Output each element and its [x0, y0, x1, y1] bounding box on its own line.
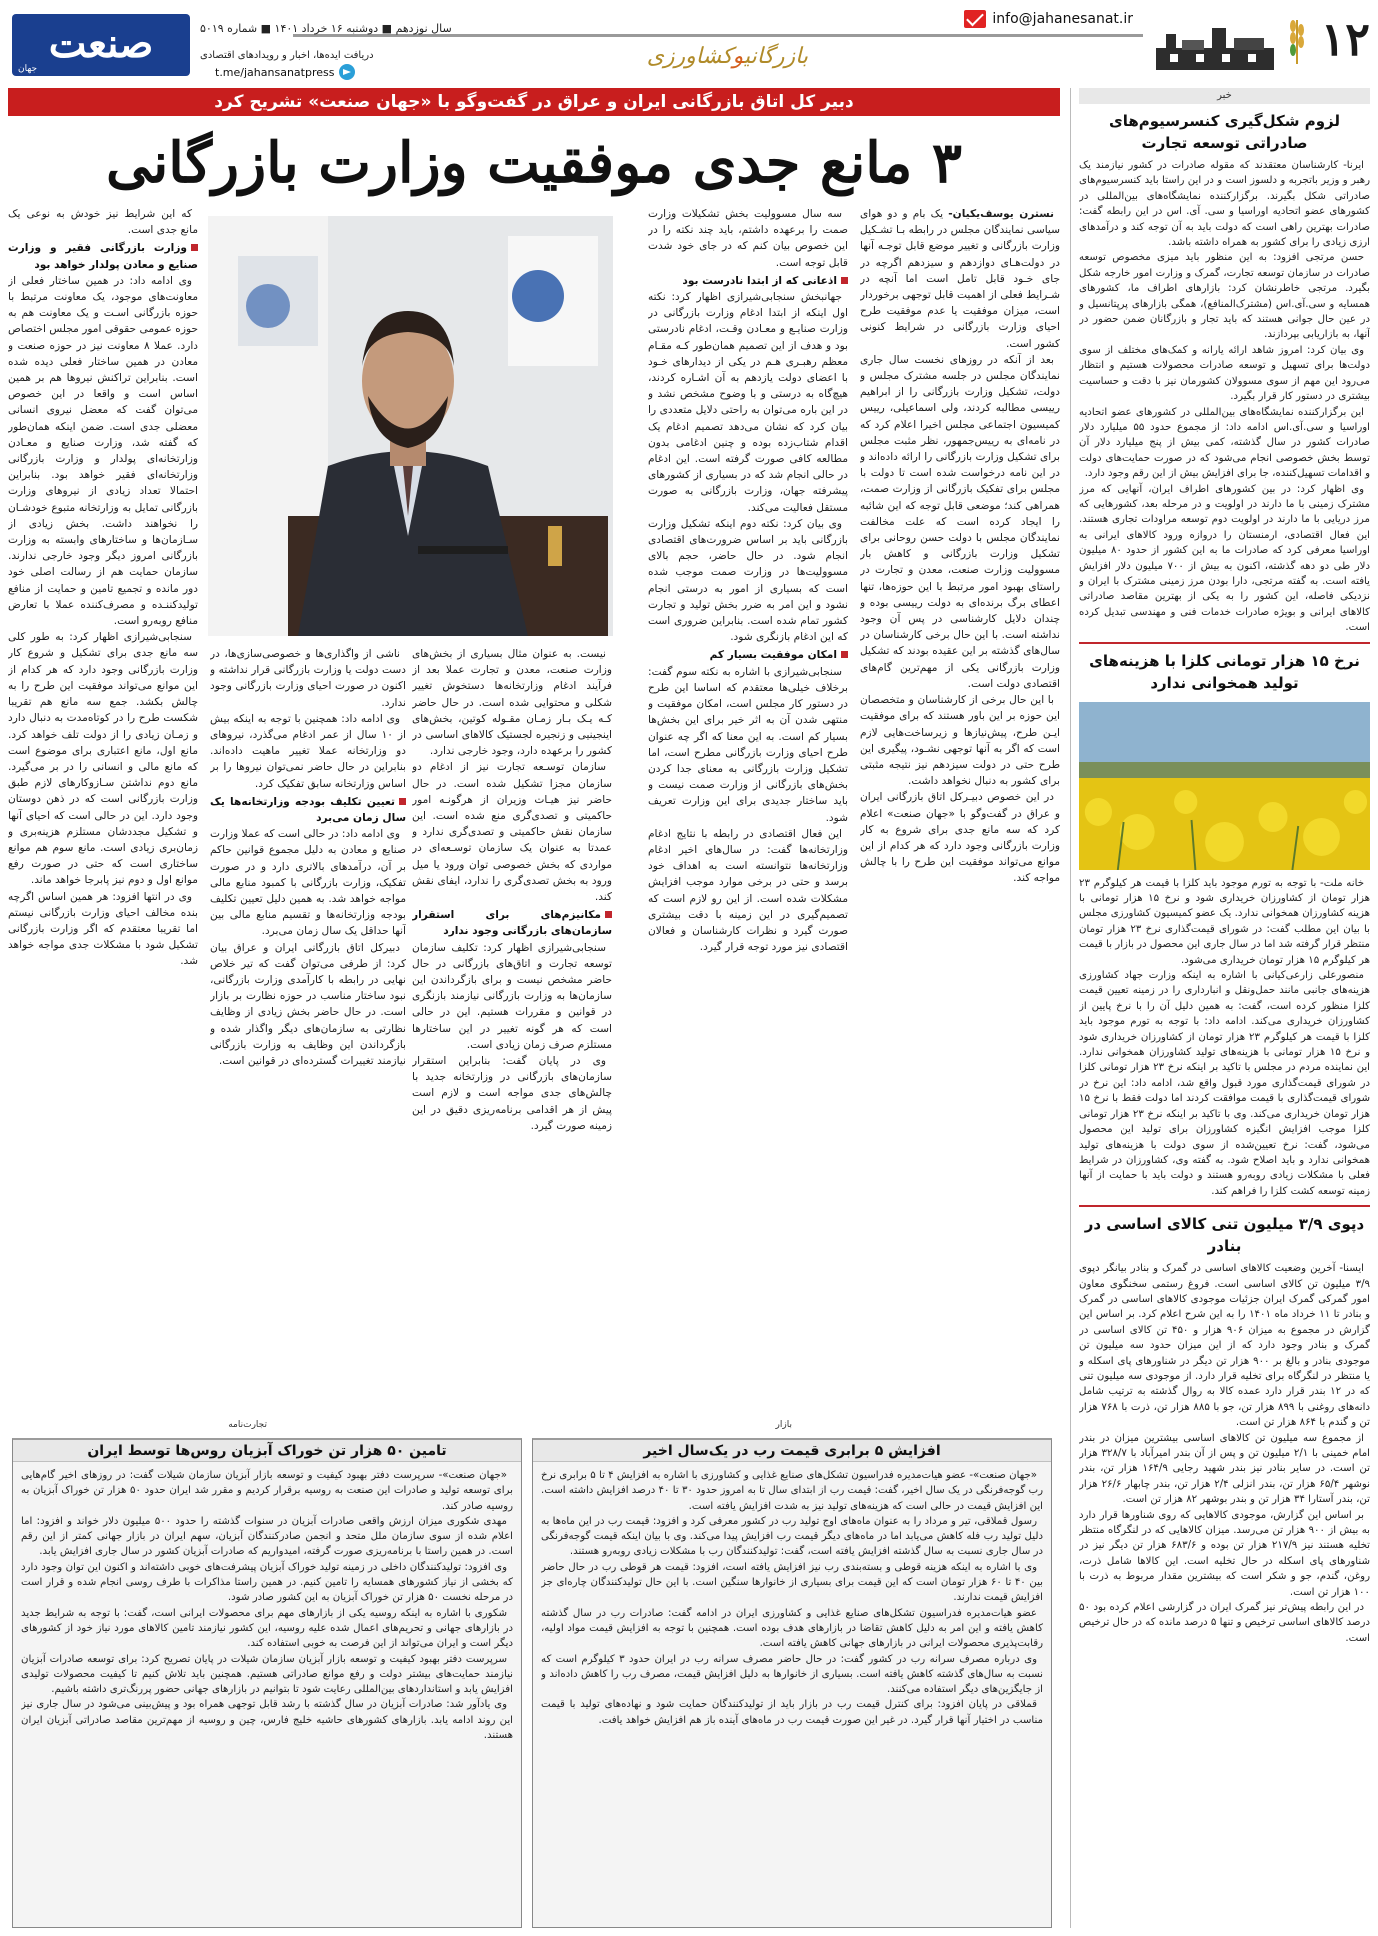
article-headline: ۳ مانع جدی موفقیت وزارت بازرگانی: [106, 130, 962, 196]
page-number: ۱۲: [1320, 12, 1370, 66]
article-subheading: وزارت بازرگانی فقیر و وزارت صنایع و معادن پولدار خواهد بود: [8, 240, 198, 272]
article-paragraph: این فعال اقتصادی در رابطه با نتایج ادغام وزارتخانه‌ها گفت: در سال‌های اخیر ادغام وزارتخانه‌ها نتوانسته است به اهداف خود برسد و حتی در برخی موارد موجب افزایش مشکلات شده است. از این رو لازم است که تصمیم‌گیری در این زمینه با دقت بیشتری صورت گیرد و نظرات کارشناسان و فعالان اقتصادی نیز مورد توجه قرار گیرد.: [648, 827, 848, 954]
factory-icon: [1150, 14, 1280, 74]
news-divider: [1079, 1205, 1370, 1207]
news-title: نرخ ۱۵ هزار تومانی کلزا با هزینه‌های تولید همخوانی ندارد: [1089, 651, 1360, 692]
article-body: [8, 206, 1060, 1496]
telegram-icon: [339, 64, 355, 80]
article-subheading: تعیین تکلیف بودجه وزارتخانه‌ها یک سال زمان می‌برد: [210, 794, 406, 826]
wheat-icon: [1284, 14, 1310, 66]
article-paragraph: ناشی از واگذاری‌ها و خصوصی‌سازی‌ها، در دست دولت یا وزارت بازرگانی قرار نداشته و اکنون در صورت احیای وزارت بازرگانی وجود ندارد.: [210, 648, 406, 709]
news-title: لزوم شکل‌گیری کنسرسیوم‌های صادراتی توسعه تجارت: [1108, 112, 1340, 152]
email-icon: [964, 10, 986, 28]
telegram-caption: دریافت ایده‌ها، اخبار و رویدادهای اقتصادی: [200, 50, 374, 61]
article-paragraph: نیست. به عنوان مثال بسیاری از بخش‌های وزارت صنعت، معدن و تجارت عملا بعد از فرآیند ادغام وزارتخانه‌ها دستخوش تغییر شکلی و محتوایی شده است. در حال حاضر کـه یـک بـار زمـان مقـوله کوتین، بخش‌های اینجینیی و زنجیره لجستیک کالاهای اساسی در کشور را برعهده دارد، وجود خارجی ندارد.: [412, 648, 612, 758]
box-tag: بازار: [775, 1420, 792, 1430]
box-tag: تجارت‌نامه: [228, 1420, 267, 1430]
article-paragraph: جهانبخش سنجابی‌شیرازی اظهار کرد: نکته اول اینکه از ابتدا ادغام وزارت بازرگانی در وزارت صنایـع و معـادن وقـت، ادغام نادرستی بود و هدف از این تصمیم همان‌طور کـه مقـام معظم رهبـری هـم در یکی از دیدارهای خـود با اعضای دولت یازدهم به آن اشـاره کردند، هیچ‌گاه به درستی و با وضوح مشخص نشد و در این باره می‌توان به راحتی دلایل متعددی را بیان کرد که نشان می‌دهد تصمیم ادغام یک اقدام شتاب‌زده بوده و چنین ادغامی بدون مطالعه کافی صورت گرفته است. این ادغام در حالی انجام شد که در بسیاری از کشورهای پیشرفته جهان، وزارت بازرگانی به صورت مستقل فعالیت می‌کند.: [648, 291, 848, 514]
article-subheading: اذعانی که از ابتدا نادرست بود: [648, 273, 848, 289]
article-paragraph: وی در پایان گفت: بنابراین استقرار سازمان‌های بازرگانی در وزارتخانه جدید با چالش‌های جدی مواجه است و لازم است پیش از هر اقدامی برنامه‌ریزی دقیق در این زمینه صورت گیرد.: [412, 1055, 612, 1132]
article-paragraph: سنجابی‌شیرازی اظهار کرد: تکلیف سازمان توسعه تجارت و اتاق‌های بازرگانی در حال حاضر مشخص نیست و برای بازگرداندن این سازمان‌ها به وزارت بازرگانی نیازمند بازنگری در قوانین و مقررات هستیم. این در حالی است که هر گونه تغییر در این ساختارها مستلزم صرف زمان زیادی است.: [412, 941, 612, 1051]
article-column: [648, 206, 848, 955]
tomato-paste-box: [532, 1420, 1052, 1928]
article-paragraph: وی ادامه داد: در همین ساختار فعلی از معاونت‌های موجود، یک معاونت مرتبط با حوزه بازرگانی اسـت و یک معاونت هم به حوزه عمومی حقوقی امور مجلس اختصاص دارد. عملا ۸ معاونت نیز در حوزه صنعت و معادن در همین ساختار فعلی دیده شده است. بنابراین تراکنش نیروها هم بر همین اساس است و واقعا در این خصوص می‌توان گفت که معضل نیروی انسانی معضلی جدی است. ضمن اینکه همان‌طور که گفته شد، وزارت صنایع و معـادن وزارتخانه‌ای پولدار و وزارت بازرگانی وزارتخانه‌ای فقیر خواهد بود. بنابراین احتمالا تعداد زیادی از نیروهای وزارت بازرگانی تمایل به وزارتخانه متبوع خودشـان را نخواهند داشت. بخش زیادی از سـازمان‌ها و ساختارهای وابسته به وزارت بازرگانی امروز دیگر وجود خارجی ندارند. سازمان حمایت هم از رسالت اصلی خود دور مانده و تجمیع تامین و حمایت از منافع تولیدکننـده و مصرف‌کننده عملا با تعارض منافع رو‌به‌رو است.: [8, 274, 198, 628]
section-title: بازرگانیوکشاورزی: [646, 44, 808, 69]
article-column: [412, 646, 612, 1134]
news-item-ports: [1079, 1213, 1370, 1646]
main-article: [8, 88, 1060, 1132]
news-column: [1070, 88, 1370, 1928]
news-divider: [1079, 642, 1370, 644]
box-title: افزایش ۵ برابری قیمت رب در یک‌سال اخیر: [533, 1440, 1051, 1462]
article-subheading: امکان موفقیت بسیار کم: [648, 647, 848, 663]
email-link[interactable]: info@jahanesanat.ir: [964, 10, 1133, 28]
news-title: دپوی ۳/۹ میلیون تنی کالای اساسی در بنادر: [1084, 1215, 1365, 1256]
article-paragraph: سنجابی‌شیرازی با اشاره به نکته سوم گفت: برخلاف خیلی‌ها معتقدم که اساسا این طرح در دستور کار مجلس است، امکان موفقیت و منتهی شدن آن به اثر خیر برای این بخش‌ها بسیار کم است. به این معنا که اگر چه عنوان طرح احیای وزارت بازرگانی مطرح است، اما تشکیل وزارت بازرگانی به معنای جدا کردن بخش‌های بازرگانی از وزارت صمت نیست و باید ساختار جدیدی برای این وزارت تعریف شود.: [648, 665, 848, 824]
article-paragraph: سازمان توسـعه تجارت نیز از ادغام دو سازمان مجزا تشکیل شده است. در حال حاضر نیز هیـات وزیران از هرگونـه امور حاکمیتی و تصدی‌گری منع شده است. این سازمان نقش حاکمیتی و تصدی‌گری ندارد و عمدتا به عنوان یک سازمان توسـعه‌ای در مواردی که بخش خصوصی توان ورود یا میل ورود به بخش تصدی‌گری را ندارد، ایفای نقش کند.: [412, 761, 612, 904]
issue-info: سال نوزدهم ■ دوشنبه ۱۶ خرداد ۱۴۰۱ ■ شماره ۵۰۱۹: [200, 22, 452, 35]
box-body: «جهان صنعت»- عضو هیات‌مدیره فدراسیون تشکل‌های صنایع غذایی و کشاورزی با اشاره به افزایش ۴ تا ۵ برابری نرخ رب گوجه‌فرنگی در یک سال اخیر، گفت: قیمت رب از ابتدای سال تا به امروز حدود ۳۰ تا ۴۰ درصد افزایش داشته است. این افزایش قیمت در حالی است که هزینه‌های تولید نیز به شدت افزایش یافته است. رسول قملاقی، تیر و مرداد را به عنوان ماه‌های اوج تولید رب در کشور معرفی کرد و افزود: قیمت رب در این ماه‌ها به دلیل تولید رب فله کاهش می‌یابد اما در ماه‌های دیگر قیمت رب افزایش پیدا می‌کند. وی با بیان اینکه قیمت گوجه‌فرنگی در سال جاری نسبت به سال گذشته افزایش یافته است، گفت: تولیدکنندگان رب با مشکلات زیادی روبه‌رو هستند. وی با اشاره به اینکه هزینه قوطی و بسته‌بندی رب نیز افزایش یافته است، افزود: قیمت هر قوطی رب در حال حاضر بین ۴۰ تا ۶۰ هزار تومان است که این قیمت برای بسیاری از خانوارها سنگین است. با این حال تولیدکنندگان چاره‌ای جز افزایش قیمت ندارند. عضو هیات‌مدیره فدراسیون تشکل‌های صنایع غذایی و کشاورزی ایران در ادامه گفت: صادرات رب در سال گذشته کاهش یافته و این امر به دلیل کاهش تقاضا در بازارهای هدف بوده است. همچنین با توجه به افزایش قیمت مواد اولیه، رقابت‌پذیری محصولات ایرانی در بازارهای جهانی کاهش یافته است. وی درباره مصرف سرانه رب در کشور گفت: در حال حاضر مصرف سرانه رب در ایران حدود ۳ کیلوگرم است که نسبت به سال‌های گذشته کاهش یافته است. بسیاری از خانوارها به دلیل افزایش قیمت، مصرف رب را کاهش داده‌اند و از جایگزین‌های دیگر استفاده می‌کنند. قملاقی در پایان افزود: برای کنترل قیمت رب در بازار باید از تولیدکنندگان حمایت شود و نهاده‌های تولید با قیمت مناسب در اختیار آنها قرار گیرد. در غیر این صورت قیمت رب در ماه‌های آینده باز هم افزایش خواهد یافت.: [541, 1470, 1043, 1726]
box-body: «جهان صنعت»- سرپرست دفتر بهبود کیفیت و توسعه بازار آبزیان سازمان شیلات گفت: در روزهای اخیر گام‌هایی برای توسعه تولید و صادرات این صنعت به روسیه برقرار کردیم و مقرر شد ایران حدود ۵۰ هزار تن خوراک آبزیان به روسیه صادر کند. مهدی شکوری میزان ارزش واقعی صادرات آبزیان در سنوات گذشته را حدود ۵۰۰ میلیون دلار خواند و افزود: اما اعلام شده از سوی سازمان ملل متحد و انجمن صادرکنندگان آبزیان، سهم ایران در بازار جهانی کمتر از این رقم است. در همین راستا با برنامه‌ریزی صورت گرفته، امیدواریم که صادرات آبزیان کشور در سال جاری افزایش یابد. وی افزود: تولیدکنندگان داخلی در زمینه تولید خوراک آبزیان پیشرفت‌های خوبی داشته‌اند و اکنون این توان وجود دارد که بخشی از نیاز کشورهای همسایه را تامین کنیم. در همین راستا مذاکرات با طرف روسی انجام شده و قرار است در مرحله نخست ۵۰ هزار تن خوراک آبزیان به این کشور صادر شود. شکوری با اشاره به اینکه روسیه یکی از بازارهای مهم برای محصولات ایرانی است، گفت: با توجه به شرایط جدید در بازارهای جهانی و تحریم‌های اعمال شده علیه روسیه، این کشور نیازمند تامین کالاهای مورد نیاز خود از کشورهای دیگر است و ایران می‌تواند از این فرصت به خوبی استفاده کند. سرپرست دفتر بهبود کیفیت و توسعه بازار آبزیان سازمان شیلات در پایان تصریح کرد: برای توسعه صادرات آبزیان نیازمند حمایت‌های بیشتر دولت و رفع موانع صادراتی هستیم. همچنین باید تلاش کنیم تا کیفیت محصولات تولیدی افزایش یابد و استانداردهای بین‌المللی رعایت شود تا بتوانیم در بازارهای جهانی حضور پررنگ‌تری داشته باشیم. وی یادآور شد: صادرات آبزیان در سال گذشته با رشد قابل توجهی همراه بود و پیش‌بینی می‌شود در سال جاری نیز این روند ادامه یابد. بازارهای کشورهای حاشیه خلیج فارس، چین و روسیه از مهم‌ترین مقاصد صادراتی آبزیان ایران هستند.: [21, 1470, 513, 1742]
article-column: [8, 206, 198, 970]
news-item-canola: [1079, 650, 1370, 1200]
box-title: تامین ۵۰ هزار تن خوراک آبزیان روس‌ها توسط ایران: [13, 1440, 521, 1462]
article-column: [210, 646, 406, 1069]
column-kicker: خبر: [1079, 88, 1370, 104]
article-subheading: مکانیزم‌های برای استقرار سازمان‌های بازرگانی وجود ندارد: [412, 907, 612, 939]
masthead: [0, 0, 1378, 86]
article-paragraph: وی بیان کرد: نکته دوم اینکه تشکیل وزارت بازرگانی باید بر اساس ضرورت‌های اقتصادی انجام شود. در حال حاضر، حجم بالای مسوولیت‌ها در وزارت صمت موجب شده است که بسیاری از امور به درستی انجام نشود و این امر به ضرر بخش تولید و تجارت کشور تمام شده است. بنابراین ضروری است که این ادغام بازنگری شود.: [648, 517, 848, 644]
article-paragraph: وی ادامه داد: همچنین با توجه به اینکه بیش از ۱۰ سال از عمر ادغام می‌گذرد، نیروهای دو وزارتخانه عملا تغییر ماهیت داده‌اند. بنابراین در حال حاضر نمی‌توان نیروها را بر اساس وزارتخانه سابق تفکیک کرد.: [210, 712, 406, 790]
news-item-consortium: [1079, 110, 1370, 636]
article-kicker: دبیر کل اتاق بازرگانی ایران و عراق در گفت‌وگو با «جهان صنعت» تشریح کرد: [8, 88, 1060, 116]
news-body: خانه ملت- با توجه به تورم موجود باید کلزا با قیمت هر کیلوگرم ۲۳ هزار تومان از کشاورزان خریداری شود و نرخ ۱۵ هزار تومانی با هزینه کشاورزان همخوانی ندارد. یک عضو کمیسیون کشاورزی مجلس با بیان این مطلب گفت: در شورای قیمت‌گذاری نرخ ۲۳ هزار تومان منتظر قرار گرفته شد اما در سال جاری این محصول در بازار با قیمت هر کیلوگرم ۱۵ هزار تومان خریداری می‌شود. منصورعلی زارعی‌کیانی با اشاره به اینکه وزارت جهاد کشاورزی هزینه‌های جانبی مانند حمل‌ونقل و انبارداری را در زمینه تعیین قیمت کلزا منظور کرده است، گفت: به همین دلیل آن را با نرخ پایین از کشاورزان خریداری می‌کند. ادامه داد: با توجه به تورم موجود باید کلزا با قیمت هر کیلوگرم ۲۳ هزار تومان از کشاورزان خریداری شود و نرخ ۱۵ هزار تومانی با هزینه‌های تولید کشاورزان همخوانی ندارد. این نماینده مردم در مجلس با تاکید بر اینکه نرخ ۲۳ هزار تومانی کلزا در شورای قیمت‌گذاری مورد قبول واقع شد، ادامه داد: این نرخ در شورای قیمت‌گذاری با قیمت موافقت کردند اما دولت فقط با نرخ ۱۵ هزار تومان خریداری می‌کند. وی با تاکید بر اینکه نرخ ۲۳ هزار تومانی کلزا موجب افزایش انگیزه کشاورزان برای تولید این محصول می‌شود، گفت: نرخ تعیین‌شده از سوی دولت با هزینه‌های تولید همخوانی ندارد و باید اصلاح شود. به گفته وی، کشاورزان در شرایط فعلی با مشکلات زیادی روبه‌رو هستند و دولت باید با حمایت از آنها زمینه توسعه کشت کلزا را فراهم کند.: [1079, 877, 1370, 1197]
bottom-boxes: [12, 1420, 1052, 1928]
article-paragraph: که این شرایط نیز خودش به نوعی یک مانع جدی است.: [8, 208, 198, 237]
article-paragraph: سه سال مسوولیت بخش تشکیلات وزارت صمت را برعهده داشتم، باید چند نکته را در این خصوص بیان کنم که در جای خود شدت قابل توجه است.: [648, 208, 848, 269]
article-paragraph: سنجابی‌شیرازی اظهار کرد: به طور کلی سه مانع جدی برای تشکیل و شروع کار وزارت بازرگانی وجود دارد که هر کدام از این موانع می‌تواند موفقیت این طرح را به چالش بکشد. جمع سه مانع هم تقریبا شکست طرح را در کوتاه‌مدت به دنبال دارد و زمـان زیادی را از دولت تلف خواهد کرد. مانع اول، مانع اعتباری برای موضوع است که مانع مالی و انسانی را در بر می‌گیرد. مانع دوم نداشتن سـازوکارهای لازم طبق وزارت بازرگانی است که در ذهن دوستان وجود دارد. این در حالی است که احیای آنها و تشکیل مجددشان مستلزم هزینه‌بری و زمان‌بری زیادی است. مانع سوم هم موانع ساختاری است که حتی در صورت رفع موانع اول و دوم نیز پابرجا خواهد ماند.: [8, 631, 198, 887]
news-body: ایسنا- آخرین وضعیت کالاهای اساسی در گمرک و بنادر بیانگر دپوی ۳/۹ میلیون تن کالای اساسی است. فروغ رستمی سخنگوی معاون امور گمرکی گمرک ایران جزئیات موجودی کالاهای اساسی در گمرک و بنادر تا ۱۱ خرداد ماه ۱۴۰۱ را به این شرح اعلام کرد. بر اساس این گزارش در مجموع به میزان ۹۰۶ هزار و ۴۵۰ تن کالای اساسی در گمرک و بنادر وجود دارد که از این میزان حدود سه میلیون تن موجودی بنادر و بالغ بر ۹۰۰ هزار تن دیگر در شناورهای پای اسکله و یا منتظر در لنگرگاه برای تخلیه قرار دارد. از موجودی سه میلیون تنی که در ۱۲ بندر قرار دارد عمده کالا به روال گذشته به ترتیب شامل دانه‌های روغنی با ۸۹۹ هزار تن، جو با ۸۸۵ هزار تن، ذرت با ۷۶۸ هزار تن و گندم با ۸۶۴ هزار تن است. از مجموع سه میلیون تن کالاهای اساسی بیشترین میزان در بندر امام خمینی با ۲/۱ میلیون تن و پس از آن بندر امیرآباد با ۳۲۸/۷ هزار تن است. در سایر بنادر نیز بندر شهید رجایی ۱۶۴/۹ هزار تن، بندر نوشهر ۶۵/۴ هزار تن، بندر انزلی ۲/۴ هزار تن، بندر چابهار ۲۶/۶ هزار تن، بندر آستارا ۳۴ هزار تن و بندر بوشهر ۸۲ هزار تن است. بر اساس این گزارش، موجودی کالاهایی که روی شناورها قرار دارد به بیش از ۹۰۰ هزار تن می‌رسد. میزان کالاهایی که در لنگرگاه منتظر تخلیه هستند نیز ۲۱۷/۹ هزار تن بوده و ۶۸۳/۶ هزار تن دیگر نیز در شناورهای پای اسکله در حال تخلیه است. این کالاها شامل ذرت، روغن، گندم، جو و شکر است که بیشترین مقدار مربوط به ذرت با ۱۰۰ هزار تن است. در این رابطه پیش‌تر نیز گمرک ایران در گزارشی اعلام کرده بود ۵۰ درصد کالاهای اساسی ترخیص و تنها ۵ درصد مانده که در حال ترخیص است.: [1079, 1263, 1370, 1644]
newspaper-logo[interactable]: صنعت جهان: [12, 14, 190, 76]
interviewee-photo: [208, 216, 613, 636]
news-body: ایرنا- کارشناسان معتقدند که مقوله صادرات در کشور نیازمند یک رهبر و وزیر باتجربه و دلسوز است و در این راستا باید کنسرسیوم‌های صادراتی شکل بگیرند. برگزارکننده نمایشگاه‌های بین‌المللی در کشورهای عضو اتحادیه اوراسیا و سی. آی. اس در این رابطه گفت: صادرات بهترین راهی است که دولت باید به آن توجه کند و درآمدهای ارزی زیادی را برای کشور به همراه داشته باشد. حسن مرتجی افزود: به این منظور باید میزی مخصوص توسعه صادرات در سازمان توسعه تجارت، گمرک و وزارت امور خارجه شکل بگیرد. مرتجی خاطرنشان کرد: بازارهای اطراف ما، کشورهای همسایه و سی.آی.اس (مشترک‌المنافع)، همگی بازارهای پرپتانسیل و در عین حال جوانی هستند که باید تجار و بازرگانان ضمن حضور در آنها، به بازاریابی بپردازند. وی بیان کرد: امروز شاهد ارائه یارانه و کمک‌های مختلف از سوی دولت‌ها برای تسهیل و توسعه صادرات محصولات هستیم و انتظار می‌رود این مهم از سوی مسوولان کشورمان نیز با دقت و حساسیت بیشتری در دستور کار قرار بگیرد. این برگزارکننده نمایشگاه‌های بین‌المللی در کشورهای عضو اتحادیه اوراسیا و سی.آی.اس ادامه داد: از مجموع حدود ۵۵ میلیارد دلار صادرات کشور در سال گذشته، کمی بیش از پنج میلیارد دلار آن توسط بخش خصوصی انجام می‌شود که در صورت حمایت‌های دولت و اقدامات تسهیل‌کننده، جا برای افزایش بیش از این رقم وجود دارد. وی اظهار کرد: در بین کشورهای اطراف ایران، آنهایی که مرز مشترک زمینی با ما دارند در اولویت و در مرحله بعد، کشورهایی که مرز دریایی با ما دارند در اولویت دوم توسعه مراودات تجاری هستند. این فعال اقتصادی، ارمنستان را دروازه ورود کالاهای ایرانی به اوراسیا معرفی کرد که صادرات ما به این کشور از حدود ۸۰ میلیون دلار طی دو دهه گذشته، اکنون به بیش از ۷۰۰ میلیون دلار افزایش یافته است. به گفته مرتجی، دارا بودن مرز زمینی مشترک با ایران و نزدیکی فاصله، این کشور را به یکی از بهترین مقاصد صادراتی کالاهای ایرانی و بویژه صادرات خدمات فنی و مهندسی تبدیل کرده است.: [1079, 160, 1370, 634]
article-paragraph: وی ادامه داد: در حالی است که عملا وزارت صنایع و معادن به دلیل مجموع قوانین حاکم بر آن، درآمدهای بالاتری دارد و در صورت تفکیک، وزارت بازرگانی با کمبود منابع مالی مواجه خواهد شد. به همین دلیل تعیین تکلیف بودجه وزارتخانه‌ها و تقسیم منابع مالی بین آنها حداقل یک سال زمان می‌برد.: [210, 828, 406, 938]
telegram-link[interactable]: t.me/jahansanatpress: [215, 64, 355, 80]
article-paragraph: دبیرکل اتاق بازرگانی ایران و عراق بیان کرد: از طرفی می‌توان گفت که تیر خلاص نهایی در رابطه با کارآمدی وزارت بازرگانی، نبود ساختار مناسب در حوزه نظارت بر بازار است. در حال حاضر بخش زیادی از وظایف نظارتی به سازمان‌های دیگر واگذار شده و بازگرداندن این وظایف به وزارت بازرگانی نیازمند تغییرات گسترده‌ای در قوانین است.: [210, 941, 406, 1068]
byline: نسترن یوسف‌یکیان-: [948, 208, 1054, 220]
article-paragraph: وی در انتها افزود: هر همین اساس اگرچه بنده مخالف احیای وزارت بازرگانی نیستم اما تقریبا معتقدم که اگر وزارت بازرگانی تشکیل شود با مشکلات جدی مواجه خواهد شد.: [8, 890, 198, 968]
canola-field-photo: [1079, 702, 1370, 870]
article-column: نسترن یوسف‌یکیان- یک بام و دو هوای سیاسی نمایندگان مجلس در رابطه بـا تشـکیل وزارت بازرگانی و تغییر موضع قابل توجـه آنها در دولت‌هـای دوازدهم و سیزدهم اگرچه در جای خـود قابل تامل است اما آنچه در شـرایط فعلی از اهمیت قابل توجهی برخوردار است، میزان موفقیت یا عدم موفقیت طرح احیای وزارت بازرگانی در شرایط کنونی کشور است. بعد از آنکه در روزهای نخست سال جاری نمایندگان مجلس در جلسه مشترک مجلس و دولت، تشکیل وزارت بازرگانی را از ابراهیم رییسی مطالبه کردند، ولی اسماعیلی، رییس کمیسیون اجتماعی مجلس اخیرا اعلام کرد که در نامه‌ای به رییس‌جمهور، نظر مثبت مجلس برای تشکیل وزارت بازرگانی را ارائه داده‌اند و در این نامه درخواست شده است تا دولت با مجلس برای تفکیک بازرگانی از وزارت صمت، همراهی کند؛ موضعی قابل توجه که این شائبه را ایجاد کرده است که علت مخالفت نمایندگان مجلس با دولت حسن روحانی برای تشکیل وزارت بازرگانی و کاهش بار مسوولیت وزارت صنعت، معدن و تجارت در راستای بهبود امور مرتبط با این حوزه‌ها، تنها اعطای برگ برنده‌ای به دولت رییسی بوده و چندان دلایل کارشناسی در پس آن وجود نداشته است. با این حال برخی کارشناسان در سال‌های گذشته بر این عقیده بودند که تشکیل وزارت بازرگانی یکی از مهم‌ترین گام‌های اقتصادی دولت است. با این حال برخی از کارشناسان و متخصصان این حوزه بر این باور هستند که برای موفقیت ایـن طرح، پیش‌نیازها و زیرساخت‌هایی لازم است که اگر به آنها توجهی نشـود، پیگیری این طرح حتی در دولت سیزدهم نیز نتیجه مثبتی برای کشور به دنبال نخواهد داشت. در این خصوص دبیـرکل اتاق بازرگانی ایران و عراق در گفت‌وگو با «جهان صنعت» اعلام کرد که سه مانع جدی برای شروع به کار وزارت بازرگانی وجود دارد که هر کدام از این موانع می‌تواند موفقیت این طرح را با چالش مواجه کند.: [860, 208, 1060, 885]
aquatic-feed-box: [12, 1420, 522, 1928]
